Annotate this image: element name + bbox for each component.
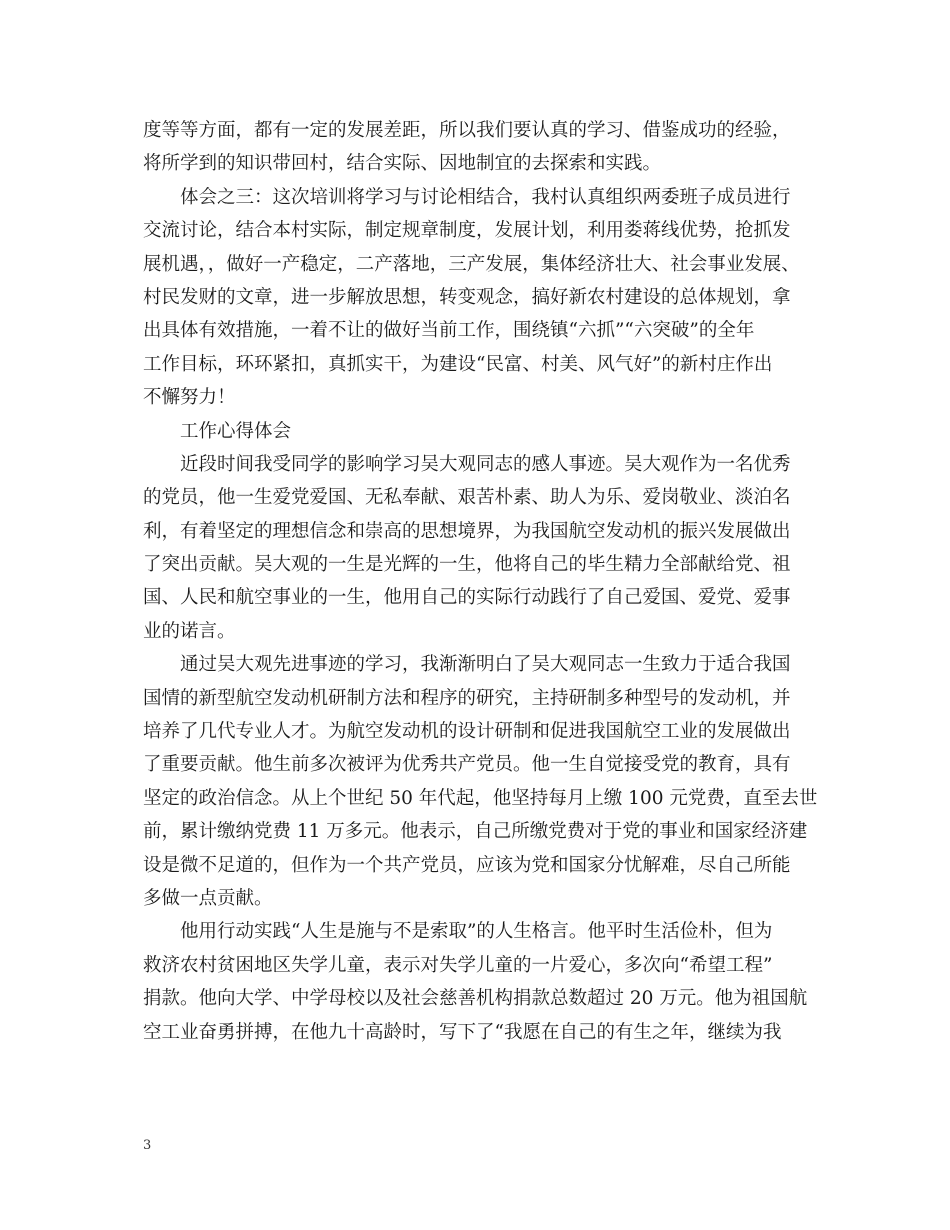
text-line: 坚定的政治信念。从上个世纪 50 年代起，他坚持每月上缴 100 元党费，直至去世 — [143, 787, 818, 809]
text-line: 了突出贡献。吴大观的一生是光辉的一生，他将自己的毕生精力全部献给党、祖 — [143, 554, 791, 576]
text-line: 捐款。他向大学、中学母校以及社会慈善机构捐款总数超过 20 万元。他为祖国航 — [143, 988, 808, 1010]
text-line: 体会之三：这次培训将学习与讨论相结合，我村认真组织两委班子成员进行 — [180, 186, 791, 208]
section-heading — [143, 415, 811, 448]
text-line: 展机遇，，做好一产稳定，二产落地，三产发展，集体经济壮大、社会事业发展、 — [143, 253, 800, 275]
text-line: 国情的新型航空发动机研制方法和程序的研究，主持研制多种型号的发动机，并 — [143, 687, 791, 709]
text-line: 不懈努力！ — [143, 387, 236, 409]
paragraph-2 — [143, 181, 811, 415]
page-number: 3 — [143, 1138, 152, 1153]
text-line: 他用行动实践“人生是施与不是索取”的人生格言。他平时生活俭朴，但为 — [180, 921, 773, 943]
text-line: 工作目标，环环紧扣，真抓实干，为建设“民富、村美、风气好”的新村庄作出 — [143, 353, 773, 375]
text-line: 通过吴大观先进事迹的学习，我渐渐明白了吴大观同志一生致力于适合我国 — [180, 654, 791, 676]
text-line: 度等等方面，都有一定的发展差距，所以我们要认真的学习、借鉴成功的经验， — [143, 120, 791, 141]
text-line: 近段时间我受同学的影响学习吴大观同志的感人事迹。吴大观作为一名优秀 — [180, 453, 791, 475]
text-line: 出具体有效措施，一着不让的做好当前工作，围绕镇“六抓”“六突破”的全年 — [143, 320, 755, 342]
text-line: 利，有着坚定的理想信念和崇高的思想境界，为我国航空发动机的振兴发展做出 — [143, 520, 791, 542]
paragraph-4 — [143, 448, 811, 648]
text-line: 了重要贡献。他生前多次被评为优秀共产党员。他一生自觉接受党的教育，具有 — [143, 754, 791, 776]
text-line: 交流讨论，结合本村实际，制定规章制度，发展计划，利用娄蒋线优势，抢抓发 — [143, 220, 791, 242]
text-line: 前，累计缴纳党费 11 万多元。他表示，自己所缴党费对于党的事业和国家经济建 — [143, 821, 808, 843]
text-line: 救济农村贫困地区失学儿童，表示对失学儿童的一片爱心，多次向“希望工程” — [143, 954, 773, 976]
text-line: 业的诺言。 — [143, 620, 236, 642]
document-body — [143, 114, 818, 1049]
text-line: 多做一点贡献。 — [143, 887, 273, 909]
text-line: 设是微不足道的，但作为一个共产党员，应该为党和国家分忧解难，尽自己所能 — [143, 854, 791, 876]
text-line: 的党员，他一生爱党爱国、无私奉献、艰苦朴素、助人为乐、爱岗敬业、淡泊名 — [143, 487, 791, 509]
paragraph-1 — [143, 114, 811, 181]
text-line: 国、人民和航空事业的一生，他用自己的实际行动践行了自己爱国、爱党、爱事 — [143, 587, 791, 609]
text-line: 将所学到的知识带回村，结合实际、因地制宜的去探索和实践。 — [143, 153, 662, 175]
paragraph-6 — [143, 915, 811, 1049]
text-line: 培养了几代专业人才。为航空发动机的设计研制和促进我国航空工业的发展做出 — [143, 721, 791, 743]
paragraph-5 — [143, 648, 818, 915]
heading-text: 工作心得体会 — [180, 420, 292, 442]
text-line: 空工业奋勇拼搏，在他九十高龄时，写下了“我愿在自己的有生之年，继续为我 — [143, 1021, 782, 1043]
text-line: 村民发财的文章，进一步解放思想，转变观念，搞好新农村建设的总体规划，拿 — [143, 286, 791, 308]
